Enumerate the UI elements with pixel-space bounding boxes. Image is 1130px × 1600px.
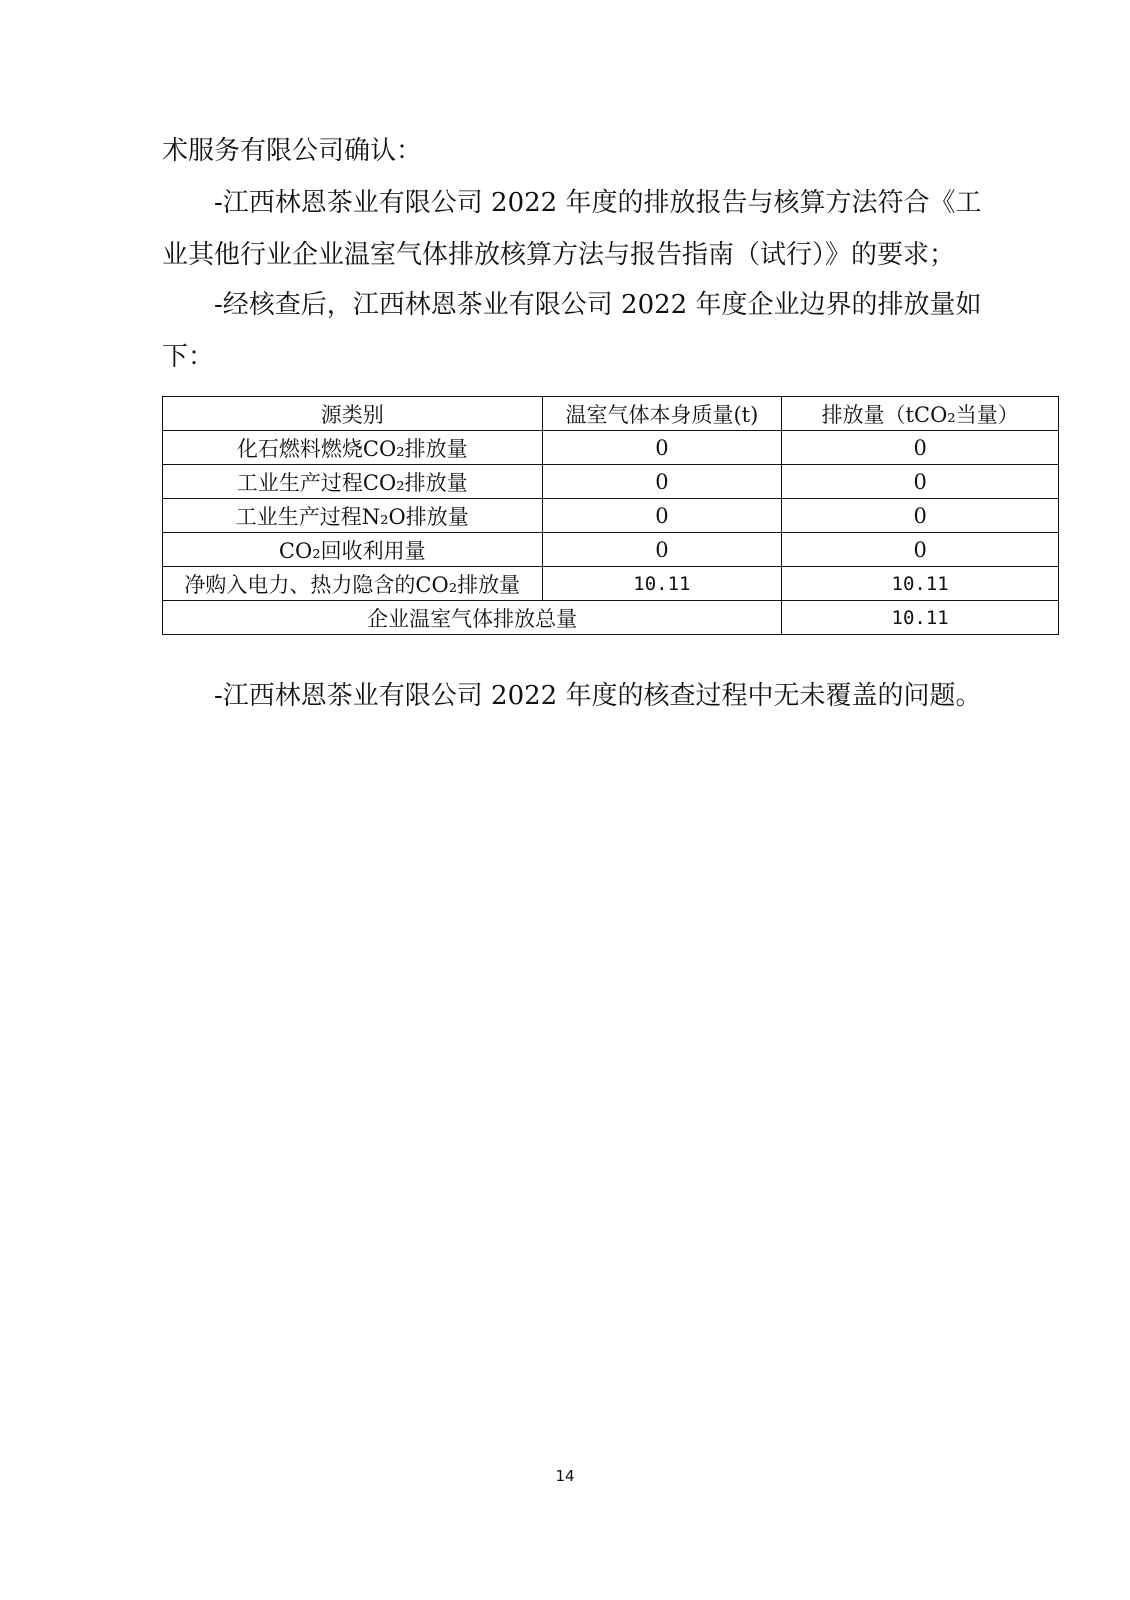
table-row xyxy=(163,533,1059,567)
paragraph-6: -江西林恩茶业有限公司 2022 年度的核查过程中无未覆盖的问题。 xyxy=(214,681,982,711)
total-value: 10.11 xyxy=(782,601,1059,635)
table-row xyxy=(163,431,1059,465)
table-row xyxy=(163,567,1059,601)
row-emission: 10.11 xyxy=(782,567,1059,601)
paragraph-1: 术服务有限公司确认： xyxy=(162,136,423,166)
row-mass: 0 xyxy=(542,499,782,533)
header-source-category: 源类别 xyxy=(163,397,543,431)
row-mass: 0 xyxy=(542,465,782,499)
paragraph-4: -经核查后，江西林恩茶业有限公司 2022 年度企业边界的排放量如 xyxy=(214,290,982,320)
row-emission: 0 xyxy=(782,499,1059,533)
row-label: 净购入电力、热力隐含的CO₂排放量 xyxy=(163,567,543,601)
row-emission: 0 xyxy=(782,533,1059,567)
row-label: 化石燃料燃烧CO₂排放量 xyxy=(163,431,543,465)
paragraph-3: 业其他行业企业温室气体排放核算方法与报告指南（试行）》的要求； xyxy=(162,240,956,270)
table-header-row xyxy=(163,397,1059,431)
paragraph-5: 下： xyxy=(162,342,215,372)
row-emission: 0 xyxy=(782,465,1059,499)
row-mass: 0 xyxy=(542,533,782,567)
row-mass: 0 xyxy=(542,431,782,465)
table-row xyxy=(163,465,1059,499)
table-total-row xyxy=(163,601,1059,635)
page-number: 14 xyxy=(555,1467,575,1485)
table-row xyxy=(163,499,1059,533)
row-label: 工业生产过程N₂O排放量 xyxy=(163,499,543,533)
header-gas-mass: 温室气体本身质量(t) xyxy=(542,397,782,431)
total-label: 企业温室气体排放总量 xyxy=(163,601,782,635)
row-label: 工业生产过程CO₂排放量 xyxy=(163,465,543,499)
header-emission-amount: 排放量（tCO₂当量） xyxy=(782,397,1059,431)
row-mass: 10.11 xyxy=(542,567,782,601)
row-emission: 0 xyxy=(782,431,1059,465)
emissions-table xyxy=(162,396,1059,635)
row-label: CO₂回收利用量 xyxy=(163,533,543,567)
paragraph-2: -江西林恩茶业有限公司 2022 年度的排放报告与核算方法符合《工 xyxy=(214,188,982,218)
